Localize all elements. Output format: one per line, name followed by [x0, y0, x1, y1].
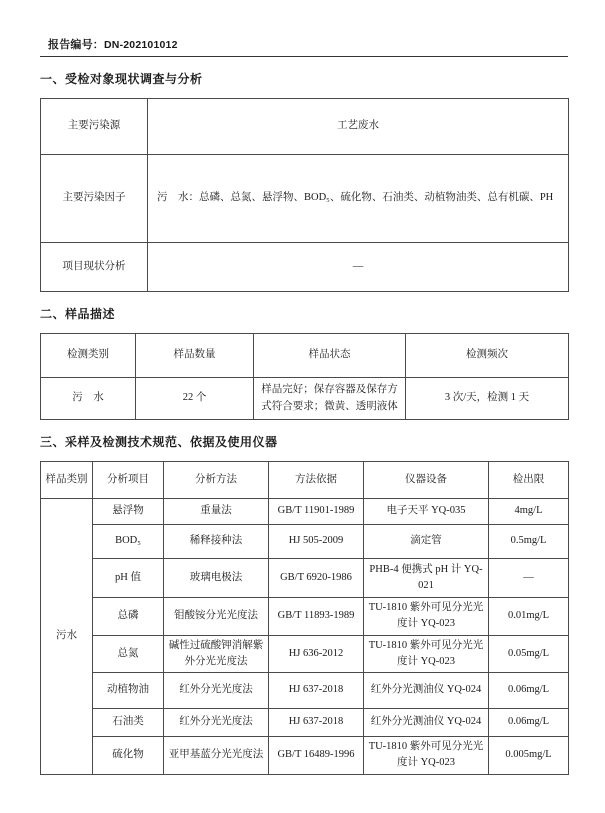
section2-title: 二、样品描述 [40, 307, 116, 321]
col-header-method-basis: 方法依据 [269, 462, 364, 499]
cell-method-basis: GB/T 11893-1989 [269, 598, 364, 636]
table-row [41, 559, 569, 598]
cell-analysis-method: 玻璃电极法 [164, 559, 269, 598]
cell-method-basis: HJ 636-2012 [269, 635, 364, 673]
cell-instrument: TU-1810 紫外可见分光光度计 YQ-023 [364, 737, 489, 775]
cell-detection-limit: 0.05mg/L [489, 635, 569, 673]
section3-title: 三、采样及检测技术规范、依据及使用仪器 [40, 435, 278, 449]
cell-detection-limit: 0.06mg/L [489, 709, 569, 737]
cell-sample-state: 样品完好；保存容器及保存方式符合要求；微黄、透明液体 [254, 378, 406, 420]
table-row [41, 673, 569, 709]
table-row [41, 378, 569, 420]
cell-detection-limit: 0.005mg/L [489, 737, 569, 775]
cell-main-pollution-source: 工艺废水 [148, 99, 569, 155]
table-row [41, 499, 569, 525]
cell-analysis-item: 总氮 [93, 635, 164, 673]
col-header-analysis-item: 分析项目 [93, 462, 164, 499]
cell-instrument: 红外分光测油仪 YQ-024 [364, 709, 489, 737]
cell-method-basis: GB/T 11901-1989 [269, 499, 364, 525]
table-row [41, 737, 569, 775]
cell-analysis-method: 重量法 [164, 499, 269, 525]
cell-analysis-method: 碱性过硫酸钾消解紫外分光光度法 [164, 635, 269, 673]
table-row [41, 99, 569, 155]
report-number-label: 报告编号： [48, 39, 104, 51]
cell-analysis-item: pH 值 [93, 559, 164, 598]
table-row [41, 525, 569, 559]
col-header-detection-category: 检测类别 [41, 334, 136, 378]
cell-method-basis: HJ 637-2018 [269, 709, 364, 737]
cell-detection-category: 污 水 [41, 378, 136, 420]
cell-instrument: TU-1810 紫外可见分光光度计 YQ-023 [364, 635, 489, 673]
cell-analysis-item: 悬浮物 [93, 499, 164, 525]
pollution-survey-table [40, 98, 569, 292]
row-label-project-status-analysis: 项目现状分析 [41, 243, 148, 292]
col-header-instrument-equipment: 仪器设备 [364, 462, 489, 499]
sample-description-table [40, 333, 569, 420]
col-header-analysis-method: 分析方法 [164, 462, 269, 499]
table-row [41, 598, 569, 636]
cell-instrument: TU-1810 紫外可见分光光度计 YQ-023 [364, 598, 489, 636]
cell-detection-limit: — [489, 559, 569, 598]
cell-sample-category-merged: 污水 [41, 499, 93, 775]
cell-method-basis: HJ 505-2009 [269, 525, 364, 559]
row-label-main-pollution-source: 主要污染源 [41, 99, 148, 155]
cell-method-basis: GB/T 16489-1996 [269, 737, 364, 775]
col-header-sample-category: 样品类别 [41, 462, 93, 499]
col-header-detection-limit: 检出限 [489, 462, 569, 499]
cell-method-basis: GB/T 6920-1986 [269, 559, 364, 598]
table-row [41, 709, 569, 737]
cell-analysis-method: 红外分光光度法 [164, 673, 269, 709]
row-label-main-pollution-factors: 主要污染因子 [41, 155, 148, 243]
cell-analysis-method: 钼酸铵分光光度法 [164, 598, 269, 636]
cell-instrument: 滴定管 [364, 525, 489, 559]
cell-detection-limit: 4mg/L [489, 499, 569, 525]
table-row [41, 155, 569, 243]
table-header-row [41, 462, 569, 499]
table-row [41, 635, 569, 673]
section1-title: 一、受检对象现状调查与分析 [40, 72, 203, 86]
cell-analysis-item: 动植物油 [93, 673, 164, 709]
cell-analysis-item: 总磷 [93, 598, 164, 636]
col-header-sample-quantity: 样品数量 [136, 334, 254, 378]
cell-detection-limit: 0.5mg/L [489, 525, 569, 559]
cell-method-basis: HJ 637-2018 [269, 673, 364, 709]
report-number-line [40, 36, 568, 57]
cell-project-status-analysis: — [148, 243, 569, 292]
cell-instrument: PHB-4 便携式 pH 计 YQ-021 [364, 559, 489, 598]
cell-main-pollution-factors: 污 水：总磷、总氮、悬浮物、BOD₅、硫化物、石油类、动植物油类、总有机碳、PH [148, 155, 569, 243]
cell-detection-frequency: 3 次/天，检测 1 天 [406, 378, 569, 420]
table-header-row [41, 334, 569, 378]
cell-analysis-method: 稀释接种法 [164, 525, 269, 559]
sampling-method-instrument-table [40, 461, 569, 775]
report-number-value: DN-202101012 [104, 39, 178, 51]
cell-analysis-item: 硫化物 [93, 737, 164, 775]
cell-sample-quantity: 22 个 [136, 378, 254, 420]
cell-analysis-item: BOD₅ [93, 525, 164, 559]
cell-analysis-item: 石油类 [93, 709, 164, 737]
cell-analysis-method: 红外分光光度法 [164, 709, 269, 737]
cell-detection-limit: 0.01mg/L [489, 598, 569, 636]
col-header-sample-state: 样品状态 [254, 334, 406, 378]
cell-detection-limit: 0.06mg/L [489, 673, 569, 709]
cell-analysis-method: 亚甲基蓝分光光度法 [164, 737, 269, 775]
col-header-detection-frequency: 检测频次 [406, 334, 569, 378]
table-row [41, 243, 569, 292]
cell-instrument: 电子天平 YQ-035 [364, 499, 489, 525]
cell-instrument: 红外分光测油仪 YQ-024 [364, 673, 489, 709]
